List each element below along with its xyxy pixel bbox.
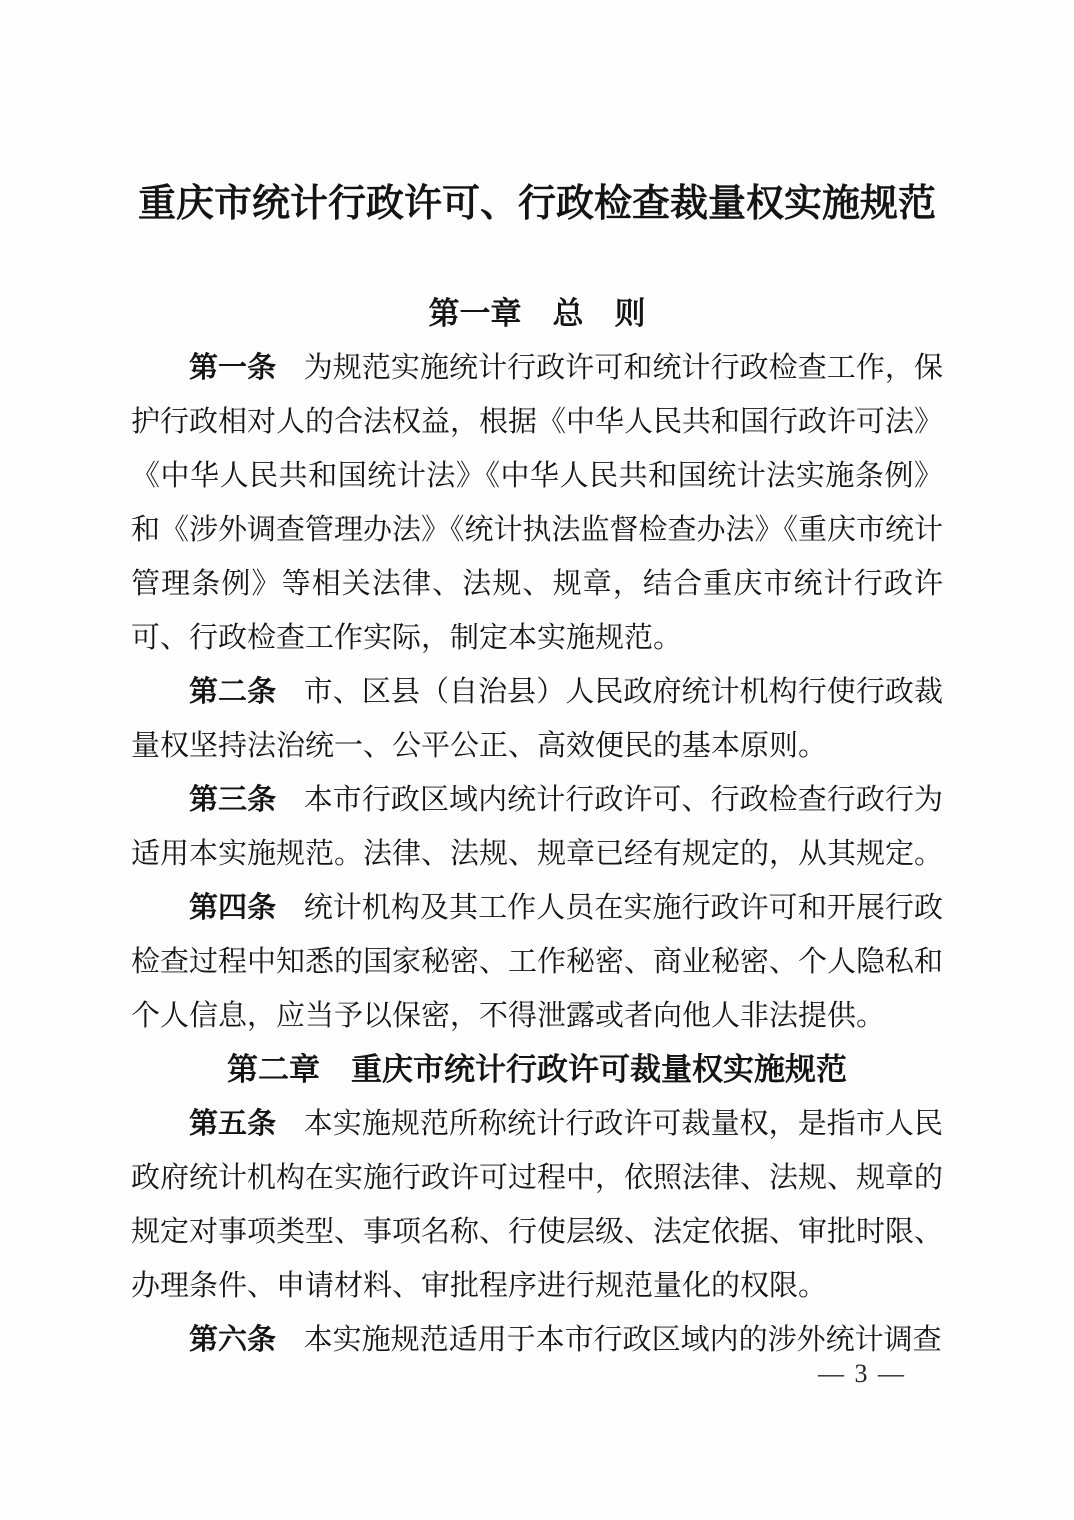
- chapter-2-heading: 第二章 重庆市统计行政许可裁量权实施规范: [227, 1052, 847, 1087]
- article-3-text: 本市行政区域内统计行政许可、行政检查行政行为适用本实施规范。法律、法规、规章已经有规定的，从其规定。: [131, 784, 944, 870]
- article-1-text: 为规范实施统计行政许可和统计行政检查工作，保护行政相对人的合法权益，根据《中华人民共和国行政许可法》《中华人民共和国统计法》《中华人民共和国统计法实施条例》和《涉外调查管理办法》《统计执法监督检查办法》《重庆市统计管理条例》等相关法律、法规、规章，结合重庆市统计行政许可、行政检查工作实际，制定本实施规范。: [131, 352, 944, 654]
- article-4-text: 统计机构及其工作人员在实施行政许可和开展行政检查过程中知悉的国家秘密、工作秘密、商业秘密、个人隐私和个人信息，应当予以保密，不得泄露或者向他人非法提供。: [131, 892, 944, 1032]
- article-5-text: 本实施规范所称统计行政许可裁量权，是指市人民政府统计机构在实施行政许可过程中，依照法律、法规、规章的规定对事项类型、事项名称、行使层级、法定依据、审批时限、办理条件、申请材料、审批程序进行规范量化的权限。: [131, 1108, 944, 1302]
- article-5-label: 第五条: [189, 1108, 277, 1140]
- article-2: [131, 665, 943, 773]
- article-4-label: 第四条: [189, 892, 277, 924]
- document-content: [131, 0, 943, 1367]
- article-2-label: 第二条: [189, 676, 277, 708]
- article-6-label: 第六条: [189, 1324, 277, 1356]
- article-3: [131, 773, 943, 881]
- article-4: [131, 881, 943, 1043]
- chapter-1-heading: 第一章 总 则: [428, 296, 646, 331]
- article-1: [131, 341, 943, 665]
- document-title: 重庆市统计行政许可、行政检查裁量权实施规范: [137, 183, 936, 225]
- article-5: [131, 1097, 943, 1313]
- article-2-text: 市、区县（自治县）人民政府统计机构行使行政裁量权坚持法治统一、公平公正、高效便民的基本原则。: [131, 676, 943, 762]
- article-1-label: 第一条: [189, 352, 277, 384]
- article-6-text: 本实施规范适用于本市行政区域内的涉外统计调查: [303, 1324, 942, 1356]
- page-number: — 3 —: [818, 1359, 906, 1388]
- article-3-label: 第三条: [189, 784, 277, 816]
